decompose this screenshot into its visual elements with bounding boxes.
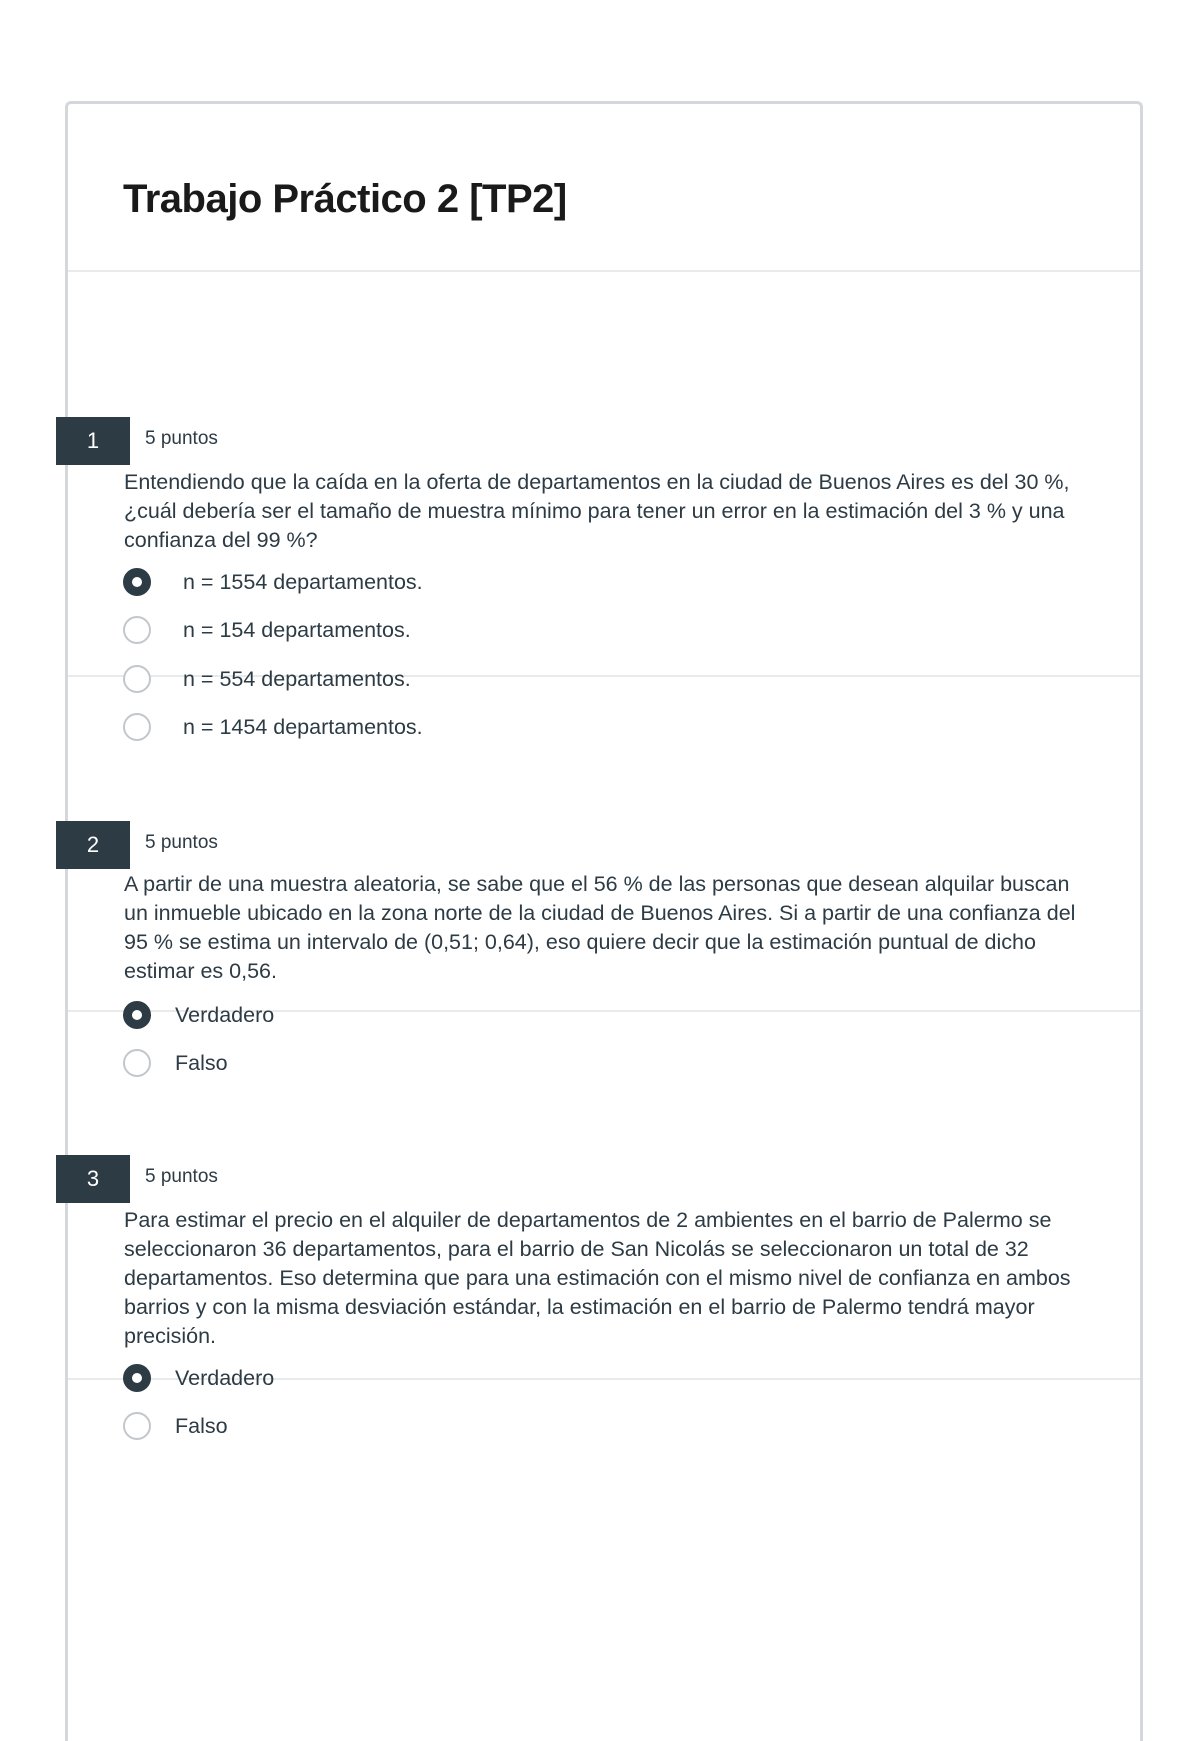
answer-option-label: n = 1554 departamentos. [183,569,423,594]
question-number-badge: 1 [56,417,130,465]
question-number-badge: 2 [56,821,130,869]
radio-button[interactable] [123,616,151,644]
question-text: A partir de una muestra aleatoria, se sabe que el 56 % de las personas que desean alquilar buscan un inmueble ubicado en la zona norte de la ciudad de Buenos Aires. Si a partir de una confianza del 95 % se estima un intervalo de (0,51; 0,64), eso quiere decir que la estimación puntual de dicho estimar es 0,56. [124,872,1076,983]
question-number-badge: 3 [56,1155,130,1203]
answer-option-label: Verdadero [175,1002,275,1027]
radio-button-checked[interactable] [123,568,151,596]
answer-option-label: Falso [175,1050,228,1075]
radio-button-checked[interactable] [123,1364,151,1392]
answer-option[interactable] [123,1406,228,1446]
answer-option-label: n = 1454 departamentos. [183,714,423,739]
answer-option-label: n = 154 departamentos. [183,617,411,642]
question-points: 5 puntos [145,428,218,449]
question-points: 5 puntos [145,832,218,853]
radio-button[interactable] [123,1412,151,1440]
question-points: 5 puntos [145,1166,218,1187]
answer-option-label: Verdadero [175,1365,275,1390]
question-text: Entendiendo que la caída en la oferta de departamentos en la ciudad de Buenos Aires es del 30 %, ¿cuál debería ser el tamaño de muestra mínimo para tener un error en la estimación del 3 % y una confianza del 99 %? [124,470,1070,552]
quiz-title: Trabajo Práctico 2 [TP2] [123,177,567,221]
quiz-card [65,101,1143,1741]
quiz-header [68,104,1140,272]
question-1 [68,272,1140,739]
question-2 [68,677,1140,1075]
answer-option-label: Falso [175,1413,228,1438]
answer-option[interactable] [123,562,423,602]
question-3 [68,1012,1140,1438]
answer-option[interactable] [123,610,411,650]
answer-option[interactable] [123,1358,274,1398]
answer-option-label: n = 554 departamentos. [183,666,411,691]
question-text: Para estimar el precio en el alquiler de departamentos de 2 ambientes en el barrio de Palermo se seleccionaron 36 departamentos, para el barrio de San Nicolás se seleccionaron un total de 32 departamentos. Eso determina que para una estimación con el mismo nivel de confianza en ambos barrios y con la misma desviación estándar, la estimación en el barrio de Palermo tendrá mayor precisión. [124,1208,1071,1348]
